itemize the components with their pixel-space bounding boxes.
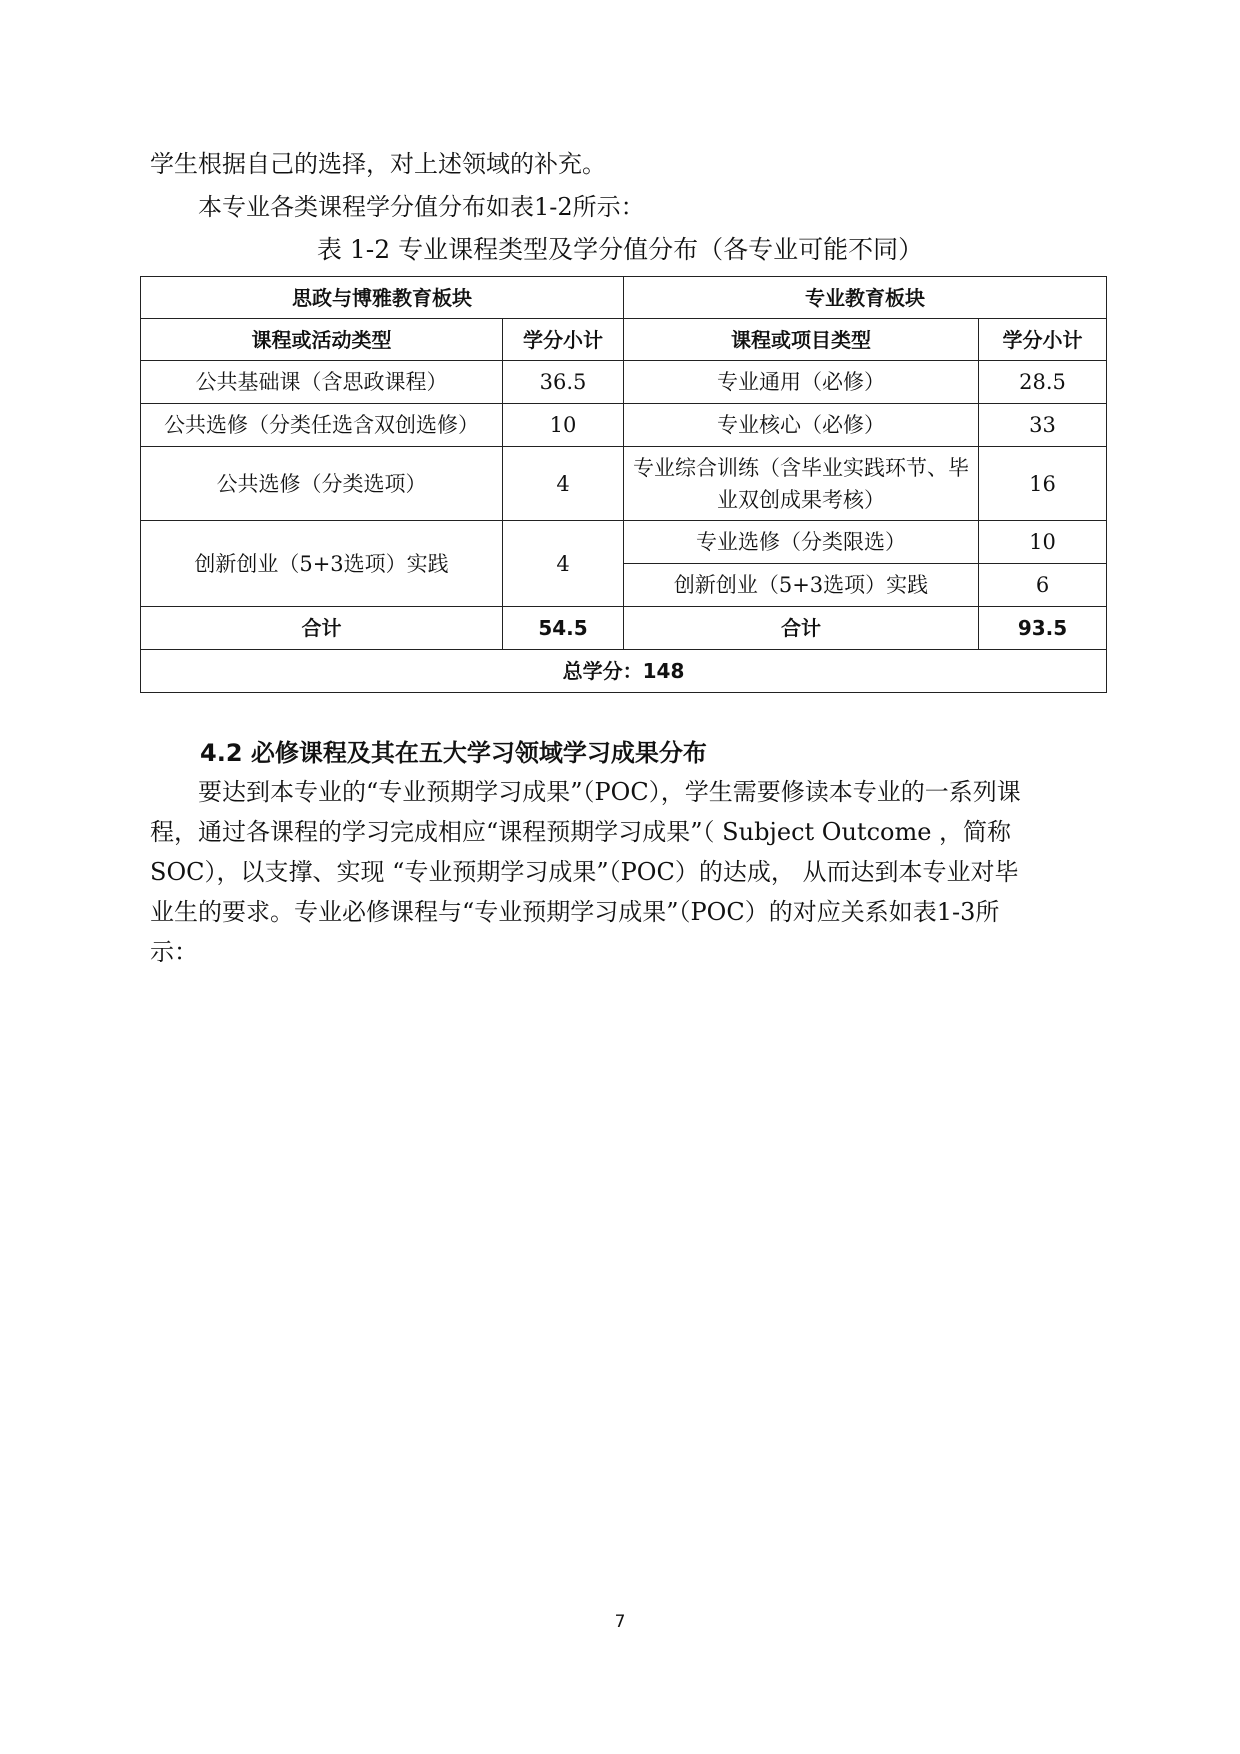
section-header-right: 专业教育板块 xyxy=(624,277,1107,319)
table-row xyxy=(141,521,1107,564)
table-row xyxy=(141,361,1107,404)
table-cell: 专业通用（必修） xyxy=(624,361,979,404)
table-cell: 4 xyxy=(503,521,624,607)
section-heading: 4.2 必修课程及其在五大学习领域学习成果分布 xyxy=(200,739,707,767)
body-line: 程，通过各课程的学习完成相应“课程预期学习成果”（ Subject Outcome ，简称 xyxy=(150,818,1012,846)
cell-line: 业双创成果考核） xyxy=(717,487,885,512)
table-row xyxy=(141,607,1107,650)
total-value-right: 93.5 xyxy=(979,607,1107,650)
table-cell: 创新创业（5+3选项）实践 xyxy=(624,564,979,607)
table-row xyxy=(141,319,1107,361)
table-row xyxy=(141,650,1107,693)
table-cell: 4 xyxy=(503,447,624,521)
section-body xyxy=(150,772,1110,972)
table-cell: 16 xyxy=(979,447,1107,521)
grand-total: 总学分：148 xyxy=(141,650,1107,693)
body-line: 要达到本专业的“专业预期学习成果”（POC），学生需要修读本专业的一系列课 xyxy=(150,778,1021,806)
column-header: 课程或项目类型 xyxy=(624,319,979,361)
column-header: 学分小计 xyxy=(979,319,1107,361)
section-header-left: 思政与博雅教育板块 xyxy=(141,277,624,319)
table-cell: 6 xyxy=(979,564,1107,607)
body-line: 业生的要求。专业必修课程与“专业预期学习成果”（POC）的对应关系如表1-3所 xyxy=(150,898,1000,926)
table-cell: 创新创业（5+3选项）实践 xyxy=(141,521,503,607)
credit-distribution-table xyxy=(140,276,1107,693)
table-cell: 36.5 xyxy=(503,361,624,404)
total-label-left: 合计 xyxy=(141,607,503,650)
table-cell-multiline xyxy=(624,447,979,521)
table-cell: 28.5 xyxy=(979,361,1107,404)
table-cell: 公共选修（分类选项） xyxy=(141,447,503,521)
paragraph-continuation: 学生根据自己的选择，对上述领域的补充。 xyxy=(150,150,606,178)
table-cell: 公共基础课（含思政课程） xyxy=(141,361,503,404)
page-number: 7 xyxy=(614,1612,626,1632)
cell-line: 专业综合训练（含毕业实践环节、毕 xyxy=(633,455,969,480)
body-line: 示： xyxy=(150,938,198,966)
column-header: 课程或活动类型 xyxy=(141,319,503,361)
table-row xyxy=(141,277,1107,319)
table-cell: 公共选修（分类任选含双创选修） xyxy=(141,404,503,447)
table-cell: 10 xyxy=(979,521,1107,564)
table-caption: 表 1-2 专业课程类型及学分值分布（各专业可能不同） xyxy=(316,235,924,264)
table-row xyxy=(141,404,1107,447)
total-label-right: 合计 xyxy=(624,607,979,650)
paragraph-intro-table: 本专业各类课程学分值分布如表1-2所示： xyxy=(198,193,645,221)
column-header: 学分小计 xyxy=(503,319,624,361)
table-cell: 专业选修（分类限选） xyxy=(624,521,979,564)
table-row xyxy=(141,447,1107,521)
table-cell: 10 xyxy=(503,404,624,447)
total-value-left: 54.5 xyxy=(503,607,624,650)
table-cell: 专业核心（必修） xyxy=(624,404,979,447)
table-cell: 33 xyxy=(979,404,1107,447)
body-line: SOC），以支撑、实现 “专业预期学习成果”（POC）的达成， 从而达到本专业对毕 xyxy=(150,858,1019,886)
